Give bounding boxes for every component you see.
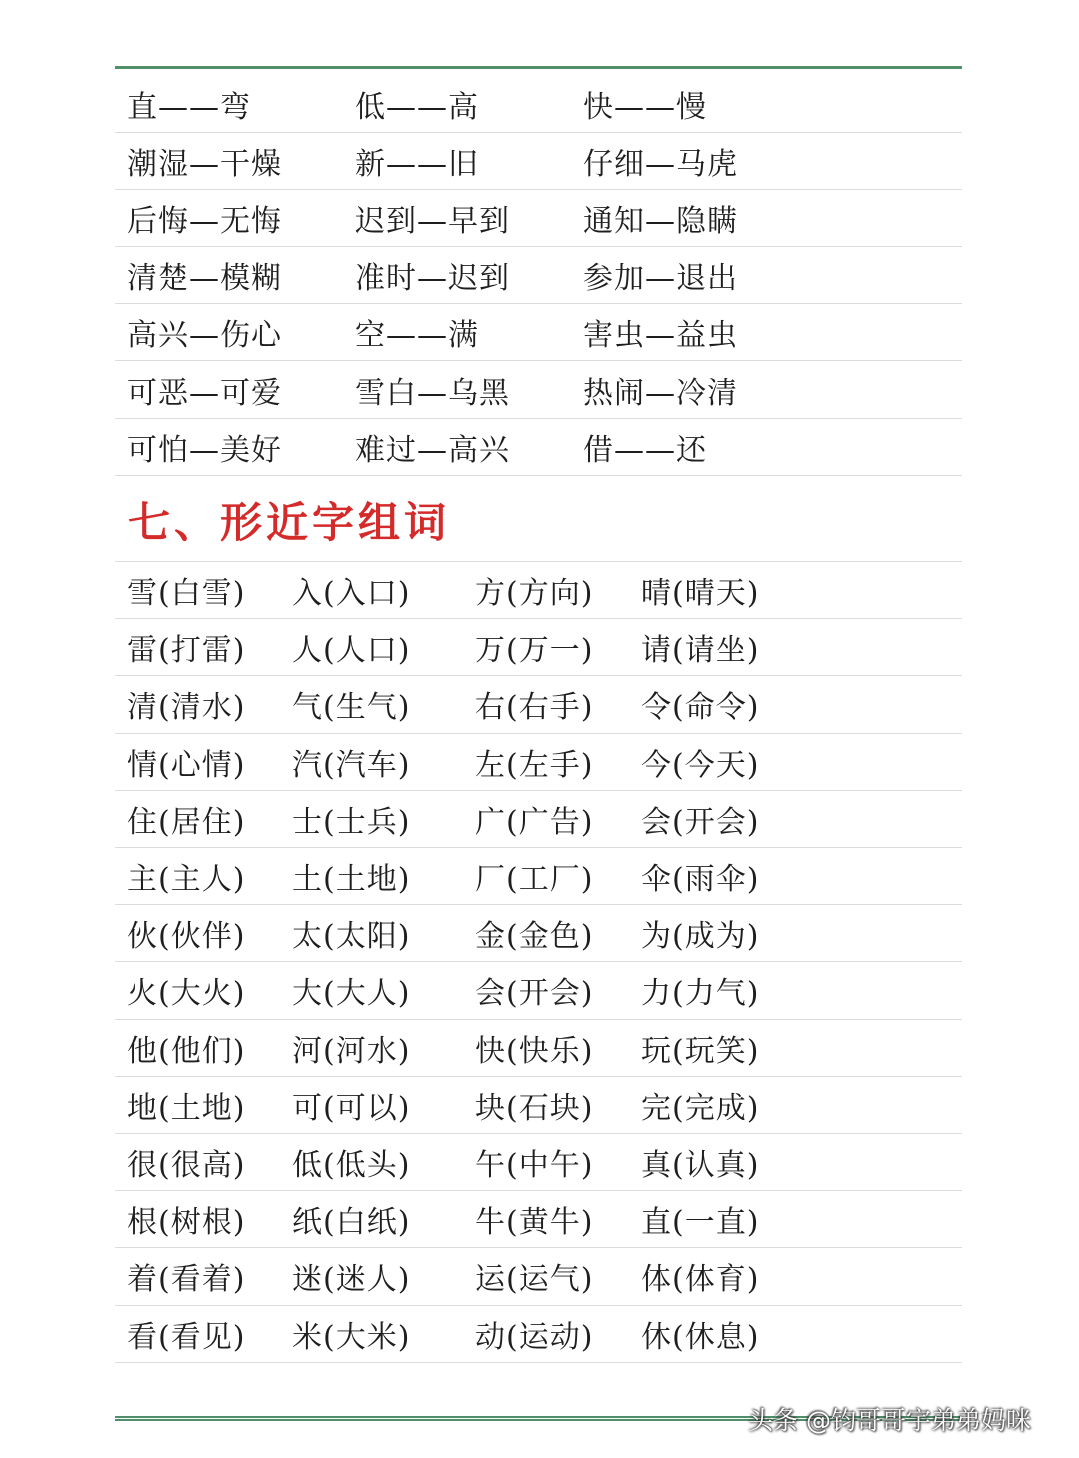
antonym-pair: 空——满 [355,318,479,354]
similar-char-word: 大(大人) [292,976,411,1012]
similar-char-row [115,1134,962,1191]
antonym-pair: 低——高 [355,90,479,126]
antonym-pair: 热闹—冷清 [583,375,738,411]
similar-char-row [115,619,962,676]
similar-char-word: 迷(迷人) [292,1262,411,1298]
similar-char-word: 运(运气) [475,1262,594,1298]
similar-char-word: 情(心情) [127,747,246,783]
antonym-row [115,362,962,419]
similar-char-word: 会(开会) [641,804,760,840]
similar-char-row [115,791,962,848]
similar-char-word: 力(力气) [641,976,760,1012]
antonym-pair: 直——弯 [127,90,251,126]
similar-char-row [115,1020,962,1077]
antonym-row [115,76,962,133]
similar-char-word: 住(居住) [127,804,246,840]
antonym-pair: 可恶—可爱 [127,375,282,411]
antonym-pair: 参加—退出 [583,261,738,297]
antonym-row [115,133,962,190]
similar-char-word: 米(大米) [292,1319,411,1355]
similar-char-word: 入(入口) [292,576,411,612]
antonym-pair: 迟到—早到 [355,204,510,240]
similar-char-word: 午(中午) [475,1148,594,1184]
similar-char-word: 伞(雨伞) [641,862,760,898]
similar-char-word: 会(开会) [475,976,594,1012]
similar-char-word: 雪(白雪) [127,576,246,612]
antonym-pair: 仔细—马虎 [583,147,738,183]
similar-char-word: 很(很高) [127,1148,246,1184]
similar-char-word: 河(河水) [292,1033,411,1069]
watermark: 头条 @钧哥哥宇弟弟妈咪 [748,1406,1031,1435]
antonym-pair: 新——旧 [355,147,479,183]
similar-char-word: 玩(玩笑) [641,1033,760,1069]
antonym-pair: 借——还 [583,432,707,468]
similar-char-word: 直(一直) [641,1205,760,1241]
similar-char-word: 令(命令) [641,690,760,726]
similar-char-word: 牛(黄牛) [475,1205,594,1241]
antonym-row [115,247,962,304]
antonym-pair: 后悔—无悔 [127,204,282,240]
similar-char-word: 人(人口) [292,633,411,669]
antonym-row [115,190,962,247]
similar-char-word: 气(生气) [292,690,411,726]
similar-char-row [115,1306,962,1363]
similar-char-row [115,562,962,619]
similar-char-row [115,848,962,905]
similar-char-word: 他(他们) [127,1033,246,1069]
similar-char-word: 左(左手) [475,747,594,783]
similar-char-word: 清(清水) [127,690,246,726]
antonym-pair: 快——慢 [583,90,707,126]
similar-char-word: 士(士兵) [292,804,411,840]
antonym-pair: 清楚—模糊 [127,261,282,297]
similar-char-word: 伙(伙伴) [127,919,246,955]
similar-char-word: 万(万一) [475,633,594,669]
similar-char-word: 快(快乐) [475,1033,594,1069]
similar-char-word: 看(看见) [127,1319,246,1355]
similar-char-word: 土(土地) [292,862,411,898]
similar-char-word: 汽(汽车) [292,747,411,783]
antonym-pair: 害虫—益虫 [583,318,738,354]
similar-char-row [115,905,962,962]
similar-char-word: 太(太阳) [292,919,411,955]
similar-char-word: 晴(晴天) [641,576,760,612]
similar-char-word: 体(体育) [641,1262,760,1298]
similar-char-row [115,962,962,1019]
similar-char-word: 主(主人) [127,862,246,898]
antonym-pair: 可怕—美好 [127,432,282,468]
antonym-pair: 难过—高兴 [355,432,510,468]
similar-char-word: 雷(打雷) [127,633,246,669]
antonym-pair: 准时—迟到 [355,261,510,297]
top-double-rule [115,66,962,69]
similar-char-word: 真(认真) [641,1148,760,1184]
similar-char-word: 动(运动) [475,1319,594,1355]
similar-char-word: 根(树根) [127,1205,246,1241]
similar-char-word: 请(请坐) [641,633,760,669]
antonym-pair: 通知—隐瞒 [583,204,738,240]
similar-char-word: 休(休息) [641,1319,760,1355]
similar-char-word: 金(金色) [475,919,594,955]
similar-char-word: 方(方向) [475,576,594,612]
antonym-pair: 高兴—伤心 [127,318,282,354]
section-title: 七、形近字组词 [128,498,451,547]
antonym-pair: 雪白—乌黑 [355,375,510,411]
similar-char-word: 火(大火) [127,976,246,1012]
antonym-row [115,304,962,361]
similar-char-word: 低(低头) [292,1148,411,1184]
antonym-pair: 潮湿—干燥 [127,147,282,183]
similar-char-word: 块(石块) [475,1090,594,1126]
similar-char-row [115,676,962,733]
similar-char-word: 可(可以) [292,1090,411,1126]
antonym-row [115,419,962,476]
similar-char-row [115,1077,962,1134]
similar-char-word: 地(土地) [127,1090,246,1126]
similar-char-word: 今(今天) [641,747,760,783]
similar-char-row [115,1191,962,1248]
similar-char-word: 完(完成) [641,1090,760,1126]
similar-char-word: 右(右手) [475,690,594,726]
similar-char-word: 着(看着) [127,1262,246,1298]
similar-char-word: 纸(白纸) [292,1205,411,1241]
similar-char-word: 广(广告) [475,804,594,840]
similar-char-row [115,734,962,791]
similar-char-word: 厂(工厂) [475,862,594,898]
similar-char-row [115,1248,962,1305]
similar-char-word: 为(成为) [641,919,760,955]
